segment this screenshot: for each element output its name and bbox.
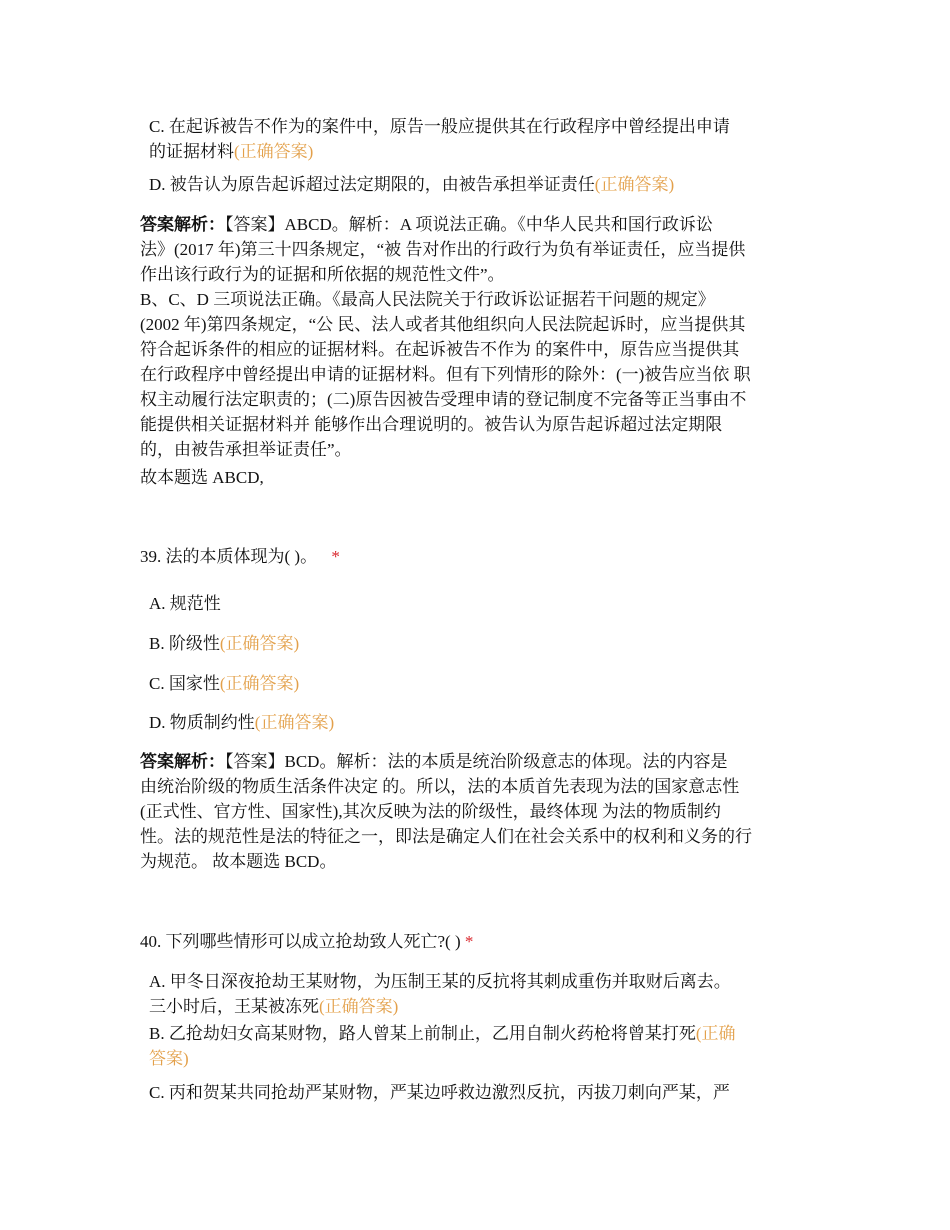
q39-option-d[interactable]: [149, 711, 334, 735]
correct-answer-mark: (正确: [695, 1024, 736, 1043]
q39-analysis-line: [140, 775, 739, 799]
q39-option-a[interactable]: [149, 592, 221, 616]
q38-analysis-line: [140, 288, 715, 312]
q39-analysis-line: [140, 800, 721, 824]
q38-option-d-text: D. 被告认为原告起诉超过法定期限的，由被告承担举证责任: [149, 175, 595, 194]
q40-option-a-continued: [149, 995, 398, 1019]
analysis-text: 为规范。 故本题选 BCD。: [140, 852, 337, 871]
correct-answer-mark: (正确答案): [219, 674, 300, 693]
analysis-text: 作出该行政行为的证据和所依据的规范性文件”。: [140, 265, 505, 284]
required-marker: *: [464, 932, 474, 951]
q40-option-c[interactable]: [149, 1081, 730, 1105]
q38-option-c-continued: [149, 140, 313, 164]
option-text: B. 阶级性: [149, 634, 220, 653]
analysis-text: B、C、D 三项说法正确。《最高人民法院关于行政诉讼证据若干问题的规定》: [140, 290, 715, 309]
q38-option-c[interactable]: [149, 115, 730, 139]
option-text: D. 物质制约性: [149, 713, 255, 732]
analysis-label: 答案解析：: [140, 215, 225, 234]
correct-answer-mark: (正确答案): [594, 175, 675, 194]
q38-analysis-line: [140, 213, 713, 237]
analysis-text: (正式性、官方性、国家性),其次反映为法的阶级性，最终体现 为法的物质制约: [140, 802, 721, 821]
analysis-text: (2002 年)第四条规定，“公 民、法人或者其他组织向人民法院起诉时，应当提供其: [140, 315, 746, 334]
q38-analysis-line: [140, 238, 745, 262]
q39-option-b[interactable]: [149, 632, 299, 656]
analysis-text: 由统治阶级的物质生活条件决定 的。所以，法的本质首先表现为法的国家意志性: [140, 777, 740, 796]
analysis-label: 答案解析：: [140, 752, 225, 771]
option-text: C. 丙和贺某共同抢劫严某财物，严某边呼救边激烈反抗，丙拔刀刺向严某，严: [149, 1083, 730, 1102]
q38-analysis-line: [140, 263, 505, 287]
q38-analysis-line: [140, 338, 739, 362]
option-text: A. 甲冬日深夜抢劫王某财物，为压制王某的反抗将其刺成重伤并取财后离去。: [149, 972, 731, 991]
option-text: 三小时后，王某被冻死: [149, 997, 319, 1016]
q40-option-b[interactable]: [149, 1022, 736, 1046]
q38-analysis-line: [140, 313, 745, 337]
analysis-text: 【答案】ABCD。解析：A 项说法正确。《中华人民共和国行政诉讼: [225, 215, 713, 234]
analysis-text: 故本题选 ABCD,: [140, 468, 264, 487]
q38-analysis-line: [140, 388, 746, 412]
q38-option-c-text-line1: C. 在起诉被告不作为的案件中，原告一般应提供其在行政程序中曾经提出申请: [149, 117, 730, 136]
option-text: C. 国家性: [149, 674, 220, 693]
correct-answer-mark: (正确答案): [219, 634, 300, 653]
q40-option-a[interactable]: [149, 970, 731, 994]
q40-title: [140, 930, 473, 954]
q39-analysis-line: [140, 750, 727, 774]
q39-title: [140, 545, 340, 569]
analysis-text: 符合起诉条件的相应的证据材料。在起诉被告不作为 的案件中，原告应当提供其: [140, 340, 740, 359]
analysis-text: 在行政程序中曾经提出申请的证据材料。但有下列情形的除外：(一)被告应当依 职: [140, 365, 751, 384]
analysis-text: 性。法的规范性是法的特征之一，即法是确定人们在社会关系中的权利和义务的行: [140, 827, 752, 846]
q40-option-b-continued: [149, 1047, 189, 1071]
correct-answer-mark: 答案): [149, 1049, 189, 1068]
analysis-text: 法》(2017 年)第三十四条规定，“被 告对作出的行政行为负有举证责任，应当提供: [140, 240, 746, 259]
analysis-text: 的，由被告承担举证责任”。: [140, 440, 352, 459]
q38-analysis-line: [140, 363, 751, 387]
q38-option-c-text-line2: 的证据材料: [149, 142, 234, 161]
option-text: B. 乙抢劫妇女高某财物，路人曾某上前制止，乙用自制火药枪将曾某打死: [149, 1024, 696, 1043]
q39-option-c[interactable]: [149, 672, 299, 696]
q38-option-d[interactable]: [149, 173, 674, 197]
q39-analysis-line: [140, 825, 752, 849]
correct-answer-mark: (正确答案): [234, 142, 314, 161]
q38-analysis-line: [140, 466, 264, 490]
analysis-text: 能提供相关证据材料并 能够作出合理说明的。被告认为原告起诉超过法定期限: [140, 415, 723, 434]
correct-answer-mark: (正确答案): [319, 997, 399, 1016]
question-title: 40. 下列哪些情形可以成立抢劫致人死亡?( ): [140, 932, 461, 951]
required-marker: *: [331, 547, 340, 566]
analysis-text: 【答案】BCD。解析：法的本质是统治阶级意志的体现。法的内容是: [225, 752, 728, 771]
q39-analysis-line: [140, 850, 336, 874]
analysis-text: 权主动履行法定职责的；(二)原告因被告受理申请的登记制度不完备等正当事由不: [140, 390, 747, 409]
option-text: A. 规范性: [149, 594, 221, 613]
q38-analysis-line: [140, 438, 352, 462]
question-title: 39. 法的本质体现为( )。: [140, 547, 318, 566]
correct-answer-mark: (正确答案): [254, 713, 335, 732]
q38-analysis-line: [140, 413, 722, 437]
